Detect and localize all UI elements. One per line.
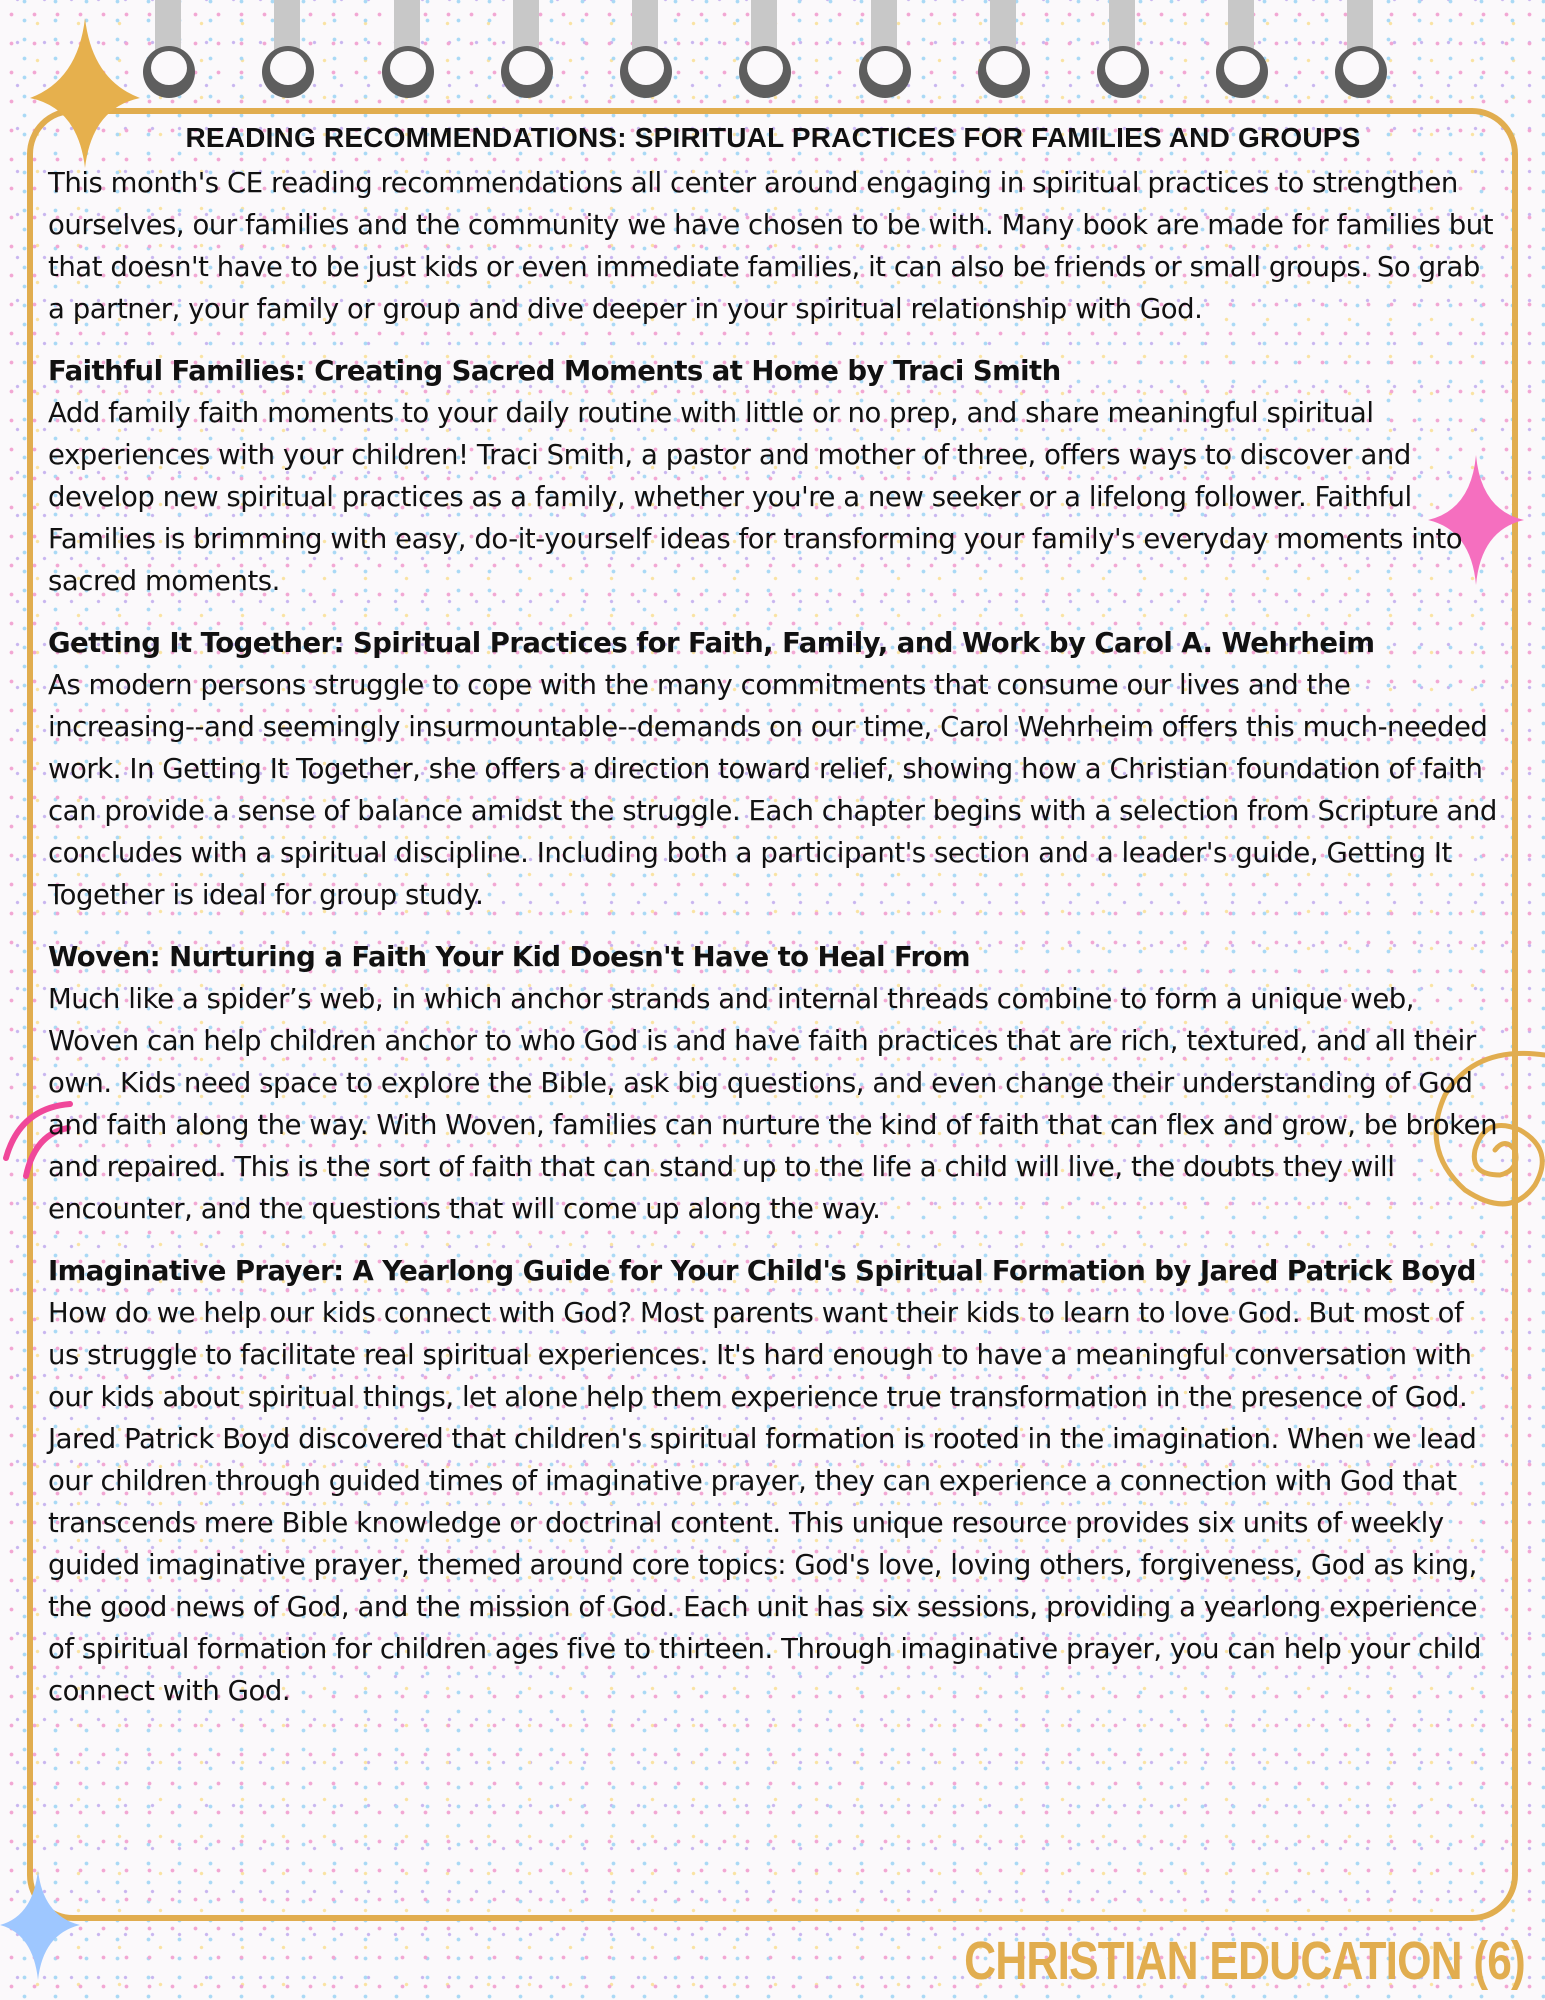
binding-ring: [380, 0, 436, 100]
book-description: Much like a spider’s web, in which anchor strands and internal threads combine to form a unique web, Woven can help children anchor to who God is and have faith practices that are rich, textured, and all their own. Kids need space to explore the Bible, ask big questions, and even change their understanding of God and faith along the way. With Woven, families can nurture the kind of faith that can flex and grow, be broken and repaired. This is the sort of faith that can stand up to the life a child will live, the doubts they will encounter, and the questions that will come up along the way.: [48, 983, 1498, 1225]
book-entry: [48, 622, 1498, 916]
page-title: READING RECOMMENDATIONS: SPIRITUAL PRACTICES FOR FAMILIES AND GROUPS: [185, 122, 1361, 153]
book-title: Woven: Nurturing a Faith Your Kid Doesn't Have to Heal From: [48, 941, 970, 973]
binding-ring: [857, 0, 913, 100]
binding-ring: [618, 0, 674, 100]
page-footer: CHRISTIAN EDUCATION (6): [964, 1931, 1525, 1991]
book-title: Getting It Together: Spiritual Practices for Faith, Family, and Work by Carol A. Wehrheim: [48, 627, 1375, 659]
book-entry: [48, 350, 1498, 602]
binding-ring: [737, 0, 793, 100]
binding-ring: [1333, 0, 1389, 100]
page-content: [48, 122, 1498, 1712]
blue-sparkle-icon: [0, 1870, 80, 1980]
book-entry: [48, 936, 1498, 1230]
book-description: Add family faith moments to your daily routine with little or no prep, and share meaningful spiritual experiences with your children! Traci Smith, a pastor and mother of three, offers ways to discover and develop new spiritual practices as a family, whether you're a new seeker or a lifelong follower. Faithful Families is brimming with easy, do-it-yourself ideas for transforming your family's everyday moments into sacred moments.: [48, 397, 1463, 597]
binding-ring: [1214, 0, 1270, 100]
book-entry: [48, 1250, 1498, 1712]
binding-ring: [976, 0, 1032, 100]
book-description: As modern persons struggle to cope with the many commitments that consume our lives and the increasing--and seemingly insurmountable--demands on our time, Carol Wehrheim offers this much-needed work. In Getting It Together, she offers a direction toward relief, showing how a Christian foundation of faith can provide a sense of balance amidst the struggle. Each chapter begins with a selection from Scripture and concludes with a spiritual discipline. Including both a participant's section and a leader's guide, Getting It Together is ideal for group study.: [48, 669, 1497, 911]
book-title: Imaginative Prayer: A Yearlong Guide for Your Child's Spiritual Formation by Jared Patrick Boyd: [48, 1255, 1476, 1287]
book-description: How do we help our kids connect with God? Most parents want their kids to learn to love God. But most of us struggle to facilitate real spiritual experiences. It's hard enough to have a meaningful conversation with our kids about spiritual things, let alone help them experience true transformation in the presence of God. Jared Patrick Boyd discovered that children's spiritual formation is rooted in the imagination. When we lead our children through guided times of imaginative prayer, they can experience a connection with God that transcends mere Bible knowledge or doctrinal content. This unique resource provides six units of weekly guided imaginative prayer, themed around core topics: God's love, loving others, forgiveness, God as king, the good news of God, and the mission of God. Each unit has six sessions, providing a yearlong experience of spiritual formation for children ages five to thirteen. Through imaginative prayer, you can help your child connect with God.: [48, 1297, 1482, 1707]
binding-ring: [260, 0, 316, 100]
spiral-binding: [0, 0, 1545, 110]
intro-paragraph: This month's CE reading recommendations all center around engaging in spiritual practices to strengthen ourselves, our families and the community we have chosen to be with. Many book are made for families but that doesn't have to be just kids or even immediate families, it can also be friends or small groups. So grab a partner, your family or group and dive deeper in your spiritual relationship with God.: [48, 167, 1494, 325]
binding-ring: [499, 0, 555, 100]
binding-ring: [141, 0, 197, 100]
binding-ring: [1095, 0, 1151, 100]
book-title: Faithful Families: Creating Sacred Moments at Home by Traci Smith: [48, 355, 1061, 387]
